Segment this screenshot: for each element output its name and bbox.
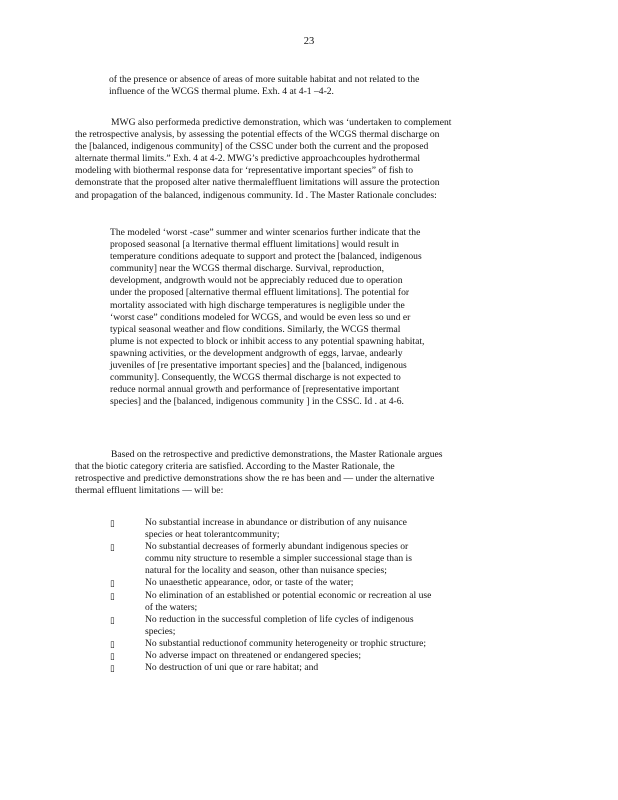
quote-line: development, andgrowth would not be appreciably reduced due to operation [110, 275, 403, 287]
bullet-glyph-icon: ▯ [110, 638, 115, 649]
quote-line: ‘worst case” conditions modeled for WCGS, and would be even less so und er [110, 311, 411, 323]
list-item-line: of the waters; [145, 601, 198, 613]
paragraph-line: modeling with biothermal response data for ‘representative important species” of fish to [75, 165, 414, 177]
paragraph-line: thermal effluent limitations — will be: [75, 485, 224, 497]
list-item [110, 577, 510, 589]
list-item-line: No substantial decreases of formerly abundant indigenous species or [145, 541, 409, 553]
list-item-line: No substantial increase in abundance or distribution of any nuisance [145, 517, 407, 528]
list-item-line: No unaesthetic appearance, odor, or taste of the water; [145, 577, 354, 589]
list-item [110, 614, 510, 638]
list-item [110, 590, 510, 614]
quote-line: spawning activities, or the development andgrowth of eggs, larvae, andearly [110, 347, 403, 359]
bullet-glyph-icon: ▯ [110, 578, 115, 589]
paragraph-line: alternate thermal limits.” Exh. 4 at 4-2. MWG’s predictive approachcouples hydrothermal [75, 153, 420, 165]
paragraph-line: that the biotic category criteria are satisfied. According to the Master Rationale, the [75, 461, 395, 473]
bullet-glyph-icon: ▯ [110, 651, 115, 662]
paragraph-1 [75, 74, 530, 98]
paragraph-line: demonstrate that the proposed alter native thermaleffluent limitations will assure the protection [75, 177, 440, 189]
list-item-line: natural for the locality and season, other than nuisance species; [145, 565, 387, 577]
paragraph-line: influence of the WCGS thermal plume. Exh. 4 at 4-1 –4-2. [109, 86, 334, 98]
list-item [110, 541, 510, 577]
bullet-glyph-icon: ▯ [110, 542, 115, 553]
list-item-line: No adverse impact on threatened or endangered species; [145, 650, 362, 662]
list-item [110, 662, 510, 674]
quote-line: proposed seasonal [a lternative thermal effluent limitations] would result in [110, 239, 399, 251]
bullet-glyph-icon: ▯ [110, 518, 115, 528]
bullet-glyph-icon: ▯ [110, 663, 115, 674]
list-item-line: No elimination of an established or potential economic or recreation al use [145, 589, 432, 601]
paragraph-line: the [balanced, indigenous community] of the CSSC under both the current and the proposed [75, 141, 429, 153]
list-item-line: No reduction in the successful completion of life cycles of indigenous [145, 613, 414, 625]
list-item [110, 517, 510, 541]
quote-line: plume is not expected to block or inhibit access to any potential spawning habitat, [110, 335, 425, 347]
paragraph-line: retrospective and predictive demonstrations show the re has been and — under the alternative [75, 473, 435, 485]
paragraph-line: MWG also performeda predictive demonstration, which was ‘undertaken to complement [111, 117, 452, 128]
page-number: 23 [303, 36, 315, 47]
quote-line: reduce normal annual growth and performance of [representative important [110, 384, 400, 396]
paragraph-line: of the presence or absence of areas of more suitable habitat and not related to the [109, 74, 420, 85]
bullet-glyph-icon: ▯ [110, 590, 115, 601]
paragraph-3 [75, 449, 530, 497]
list-item [110, 650, 510, 662]
quote-line: The modeled ‘worst -case” summer and winter scenarios further indicate that the [110, 227, 421, 238]
quote-line: under the proposed [alternative thermal effluent limitations]. The potential for [110, 287, 410, 299]
bullet-glyph-icon: ▯ [110, 614, 115, 625]
list-item-line: No destruction of uni que or rare habitat; and [145, 662, 319, 674]
paragraph-line: Based on the retrospective and predictive demonstrations, the Master Rationale argues [111, 449, 443, 460]
criteria-list [110, 517, 510, 674]
list-item-line: species or heat tolerantcommunity; [145, 529, 280, 541]
block-quote [110, 227, 510, 408]
quote-line: community] near the WCGS thermal discharge. Survival, reproduction, [110, 263, 385, 275]
quote-line: mortality associated with high discharge temperatures is negligible under the [110, 299, 405, 311]
list-item-line: No substantial reductionof community heterogeneity or trophic structure; [145, 637, 427, 649]
paragraph-2 [75, 117, 530, 202]
quote-line: species] and the [balanced, indigenous community ] in the CSSC. Id . at 4-6. [110, 396, 404, 408]
list-item-line: species; [145, 625, 176, 637]
list-item [110, 638, 510, 650]
paragraph-line: the retrospective analysis, by assessing the potential effects of the WCGS thermal discharge on [75, 129, 440, 141]
quote-line: juveniles of [re presentative important species] and the [balanced, indigenous [110, 360, 407, 372]
paragraph-line: and propagation of the balanced, indigenous community. Id . The Master Rationale concludes: [75, 189, 437, 201]
quote-line: temperature conditions adequate to support and protect the [balanced, indigenous [110, 251, 422, 263]
list-item-line: commu nity structure to resemble a simpler successional stage than is [145, 553, 412, 565]
quote-line: typical seasonal weather and flow conditions. Similarly, the WCGS thermal [110, 323, 401, 335]
quote-line: community]. Consequently, the WCGS thermal discharge is not expected to [110, 372, 401, 384]
